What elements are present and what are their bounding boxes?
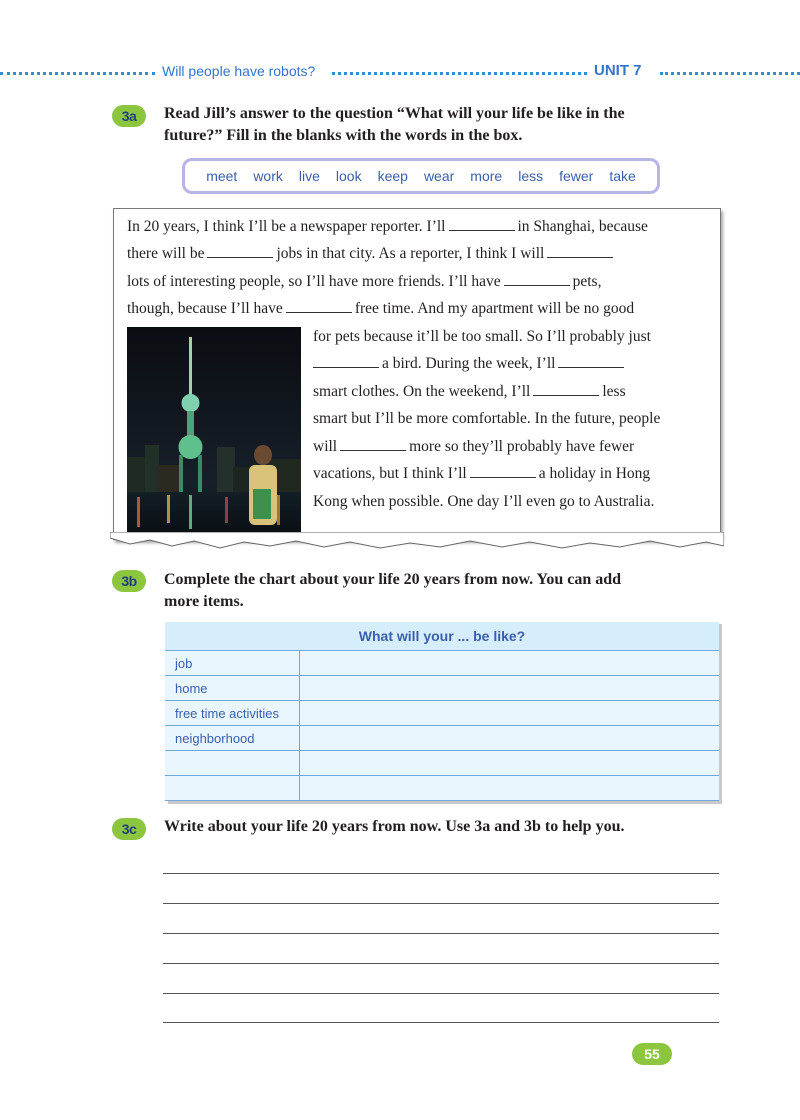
header-dots-middle bbox=[332, 72, 587, 75]
answer-blank[interactable] bbox=[470, 476, 536, 478]
passage-line: will more so they’ll probably have fewer bbox=[313, 438, 635, 455]
word: wear bbox=[423, 168, 455, 184]
writing-line[interactable] bbox=[163, 1022, 719, 1023]
word: meet bbox=[206, 168, 238, 184]
instruction-3c: Write about your life 20 years from now. Use 3a and 3b to help you. bbox=[164, 818, 625, 835]
answer-blank[interactable] bbox=[547, 256, 613, 258]
header-dots-right bbox=[660, 72, 800, 75]
word: look bbox=[335, 168, 362, 184]
instruction-3b-line2: more items. bbox=[164, 593, 244, 610]
instruction-3b-line1: Complete the chart about your life 20 years from now. You can add bbox=[164, 571, 622, 588]
badge-3b: 3b bbox=[112, 570, 146, 592]
passage-line: In 20 years, I think I’ll be a newspaper reporter. I’ll in Shanghai, because bbox=[127, 218, 648, 235]
table-row bbox=[165, 701, 719, 726]
unit-label: UNIT 7 bbox=[594, 62, 642, 79]
answer-blank[interactable] bbox=[313, 366, 379, 368]
passage-line: Kong when possible. One day I’ll even go to Australia. bbox=[313, 493, 655, 510]
answer-blank[interactable] bbox=[533, 394, 599, 396]
life-chart-table bbox=[165, 622, 719, 801]
answer-cell[interactable] bbox=[300, 676, 720, 701]
badge-3c: 3c bbox=[112, 818, 146, 840]
table-row bbox=[165, 751, 719, 776]
instruction-3a-line2: future?” Fill in the blanks with the words in the box. bbox=[164, 127, 523, 144]
passage-line: lots of interesting people, so I’ll have more friends. I’ll have pets, bbox=[127, 273, 602, 290]
chart-header: What will your ... be like? bbox=[165, 622, 719, 651]
answer-blank[interactable] bbox=[504, 284, 570, 286]
passage-line: though, because I’ll have free time. And my apartment will be no good bbox=[127, 300, 635, 317]
instruction-3a bbox=[164, 103, 625, 147]
table-row bbox=[165, 651, 719, 676]
page-header bbox=[0, 63, 800, 83]
row-label[interactable] bbox=[165, 776, 300, 801]
header-dots-left bbox=[0, 72, 155, 75]
row-label: job bbox=[165, 651, 300, 676]
writing-line[interactable] bbox=[163, 873, 719, 874]
word: work bbox=[253, 168, 283, 184]
writing-line[interactable] bbox=[163, 963, 719, 964]
passage-line: there will be jobs in that city. As a reporter, I think I will bbox=[127, 244, 616, 264]
word-box bbox=[182, 158, 660, 194]
answer-blank[interactable] bbox=[286, 311, 352, 313]
answer-cell[interactable] bbox=[300, 726, 720, 751]
table-row bbox=[165, 726, 719, 751]
word: more bbox=[470, 168, 503, 184]
row-label: neighborhood bbox=[165, 726, 300, 751]
passage-line: vacations, but I think I’ll a holiday in Hong bbox=[313, 465, 651, 482]
passage-line: a bird. During the week, I’ll bbox=[313, 354, 627, 374]
writing-line[interactable] bbox=[163, 903, 719, 904]
word: take bbox=[609, 168, 636, 184]
row-label: home bbox=[165, 676, 300, 701]
instruction-3b bbox=[164, 569, 621, 613]
passage-line: smart clothes. On the weekend, I’ll less bbox=[313, 383, 626, 400]
writing-line[interactable] bbox=[163, 993, 719, 994]
instruction-3a-line1: Read Jill’s answer to the question “What will your life be like in the bbox=[164, 105, 625, 122]
badge-3a: 3a bbox=[112, 105, 146, 127]
answer-cell[interactable] bbox=[300, 776, 720, 801]
page-number: 55 bbox=[632, 1043, 672, 1065]
answer-blank[interactable] bbox=[207, 256, 273, 258]
passage-line: smart but I’ll be more comfortable. In the future, people bbox=[313, 410, 661, 427]
header-title: Will people have robots? bbox=[162, 63, 316, 79]
word: fewer bbox=[559, 168, 594, 184]
table-row bbox=[165, 776, 719, 801]
word: keep bbox=[377, 168, 408, 184]
answer-blank[interactable] bbox=[558, 366, 624, 368]
answer-blank[interactable] bbox=[449, 229, 515, 231]
writing-line[interactable] bbox=[163, 933, 719, 934]
answer-blank[interactable] bbox=[340, 449, 406, 451]
answer-cell[interactable] bbox=[300, 701, 720, 726]
row-label[interactable] bbox=[165, 751, 300, 776]
shanghai-night-photo bbox=[127, 327, 301, 533]
table-row bbox=[165, 676, 719, 701]
torn-paper-edge bbox=[110, 532, 724, 556]
passage-line: for pets because it’ll be too small. So I’ll probably just bbox=[313, 328, 651, 345]
word: less bbox=[518, 168, 544, 184]
answer-cell[interactable] bbox=[300, 651, 720, 676]
row-label: free time activities bbox=[165, 701, 300, 726]
answer-cell[interactable] bbox=[300, 751, 720, 776]
word: live bbox=[298, 168, 320, 184]
